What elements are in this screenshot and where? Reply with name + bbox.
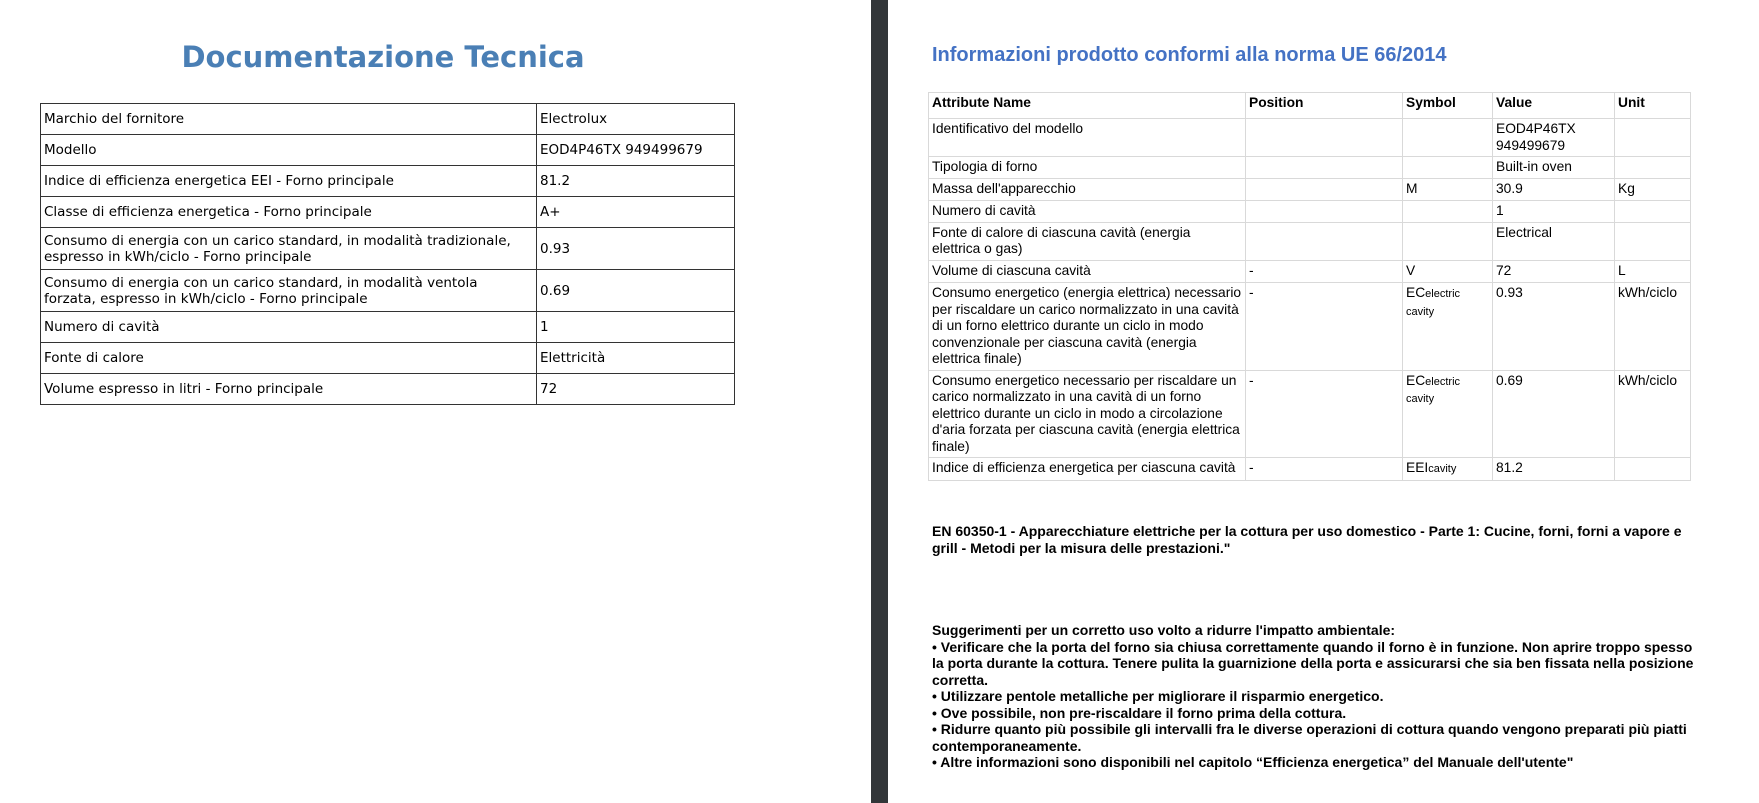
row-value: 0.69 — [537, 270, 735, 312]
attribute-position — [1246, 178, 1403, 201]
row-value: Electrolux — [537, 104, 735, 135]
table-row — [41, 374, 735, 405]
attribute-value: 0.93 — [1493, 283, 1615, 371]
table-row — [41, 166, 735, 197]
row-label: Modello — [41, 135, 537, 166]
attribute-unit — [1615, 157, 1691, 179]
attribute-name: Massa dell'apparecchio — [929, 178, 1246, 201]
row-label: Volume espresso in litri - Forno principale — [41, 374, 537, 405]
standard-note: EN 60350-1 - Apparecchiature elettriche per la cottura per uso domestico - Parte 1: Cucine, forni, forni a vapore e grill - Metodi per la misura delle prestazioni." — [932, 523, 1682, 556]
symbol-main: EEI — [1406, 460, 1429, 475]
row-value: Elettricità — [537, 343, 735, 374]
attribute-position: - — [1246, 458, 1403, 481]
row-label: Marchio del fornitore — [41, 104, 537, 135]
attribute-name: Tipologia di forno — [929, 157, 1246, 179]
attribute-name: Consumo energetico (energia elettrica) necessario per riscaldare un carico normalizzato in una cavità di un forno elettrico durante un ciclo in modo convenzionale per ciascuna cavità (energia elettrica finale) — [929, 283, 1246, 371]
table-row — [41, 104, 735, 135]
product-info-title: Informazioni prodotto conformi alla norma UE 66/2014 — [932, 44, 1447, 66]
table-row — [929, 458, 1691, 481]
attribute-symbol — [1403, 201, 1493, 223]
left-page — [0, 0, 871, 803]
row-label: Consumo di energia con un carico standard, in modalità tradizionale, espresso in kWh/ciclo - Forno principale — [41, 228, 537, 270]
attribute-name: Volume di ciascuna cavità — [929, 260, 1246, 283]
table-row — [929, 178, 1691, 201]
attribute-position — [1246, 119, 1403, 157]
row-label: Indice di efficienza energetica EEI - Forno principale — [41, 166, 537, 197]
row-value: 1 — [537, 312, 735, 343]
attribute-name: Numero di cavità — [929, 201, 1246, 223]
attribute-position — [1246, 201, 1403, 223]
attribute-symbol — [1403, 370, 1493, 458]
attribute-value: 1 — [1493, 201, 1615, 223]
row-label: Classe di efficienza energetica - Forno principale — [41, 197, 537, 228]
attribute-unit: Kg — [1615, 178, 1691, 201]
attribute-unit — [1615, 119, 1691, 157]
header-symbol: Symbol — [1403, 93, 1493, 119]
table-row — [929, 119, 1691, 157]
tip-item: • Verificare che la porta del forno sia chiusa correttamente quando il forno è in funzione. Non aprire troppo spesso la porta durante la cottura. Tenere pulita la guarnizione della porta e assicurarsi che sia ben fissata nella posizione corretta. — [932, 638, 1694, 688]
tip-item: • Ridurre quanto più possibile gli intervalli fra le diverse operazioni di cottura quando vengono preparati più piatti contemporaneamente. — [932, 721, 1687, 754]
symbol-main: V — [1406, 262, 1416, 278]
symbol-main: EC — [1406, 372, 1426, 388]
technical-table — [40, 103, 735, 405]
environmental-tips — [932, 622, 1694, 771]
attribute-symbol — [1403, 119, 1493, 157]
row-label: Consumo di energia con un carico standard, in modalità ventola forzata, espresso in kWh/ciclo - Forno principale — [41, 270, 537, 312]
attribute-name: Identificativo del modello — [929, 119, 1246, 157]
right-page — [888, 0, 1759, 803]
attribute-symbol — [1403, 260, 1493, 283]
table-row — [929, 201, 1691, 223]
attribute-symbol — [1403, 178, 1493, 201]
table-row — [929, 222, 1691, 260]
table-row — [41, 312, 735, 343]
attribute-position: - — [1246, 370, 1403, 458]
attribute-symbol — [1403, 458, 1493, 481]
attribute-value: 72 — [1493, 260, 1615, 283]
attribute-value: 0.69 — [1493, 370, 1615, 458]
attribute-value: Electrical — [1493, 222, 1615, 260]
attribute-symbol — [1403, 157, 1493, 179]
attribute-value: 81.2 — [1493, 458, 1615, 481]
table-header-row — [929, 93, 1691, 119]
attribute-unit: L — [1615, 260, 1691, 283]
header-position: Position — [1246, 93, 1403, 119]
tip-item: • Ove possibile, non pre-riscaldare il forno prima della cottura. — [932, 704, 1347, 721]
symbol-main: EC — [1406, 285, 1426, 300]
attribute-name: Consumo energetico necessario per riscaldare un carico normalizzato in una cavità di un forno elettrico durante un ciclo in modo a circolazione d'aria forzata per ciascuna cavità (energia elettrica finale) — [929, 370, 1246, 458]
symbol-main: M — [1406, 180, 1418, 196]
document-title: Documentazione Tecnica — [181, 40, 585, 74]
row-value: 81.2 — [537, 166, 735, 197]
table-row — [929, 157, 1691, 179]
header-unit: Unit — [1615, 93, 1691, 119]
table-row — [41, 135, 735, 166]
header-attribute-name: Attribute Name — [929, 93, 1246, 119]
attribute-name: Fonte di calore di ciascuna cavità (energia elettrica o gas) — [929, 222, 1246, 260]
attribute-symbol — [1403, 222, 1493, 260]
table-row — [41, 343, 735, 374]
table-row — [41, 270, 735, 312]
table-row — [41, 228, 735, 270]
attribute-name: Indice di efficienza energetica per ciascuna cavità — [929, 458, 1246, 481]
attribute-unit: kWh/ciclo — [1615, 283, 1691, 371]
attribute-symbol — [1403, 283, 1493, 371]
table-row — [929, 260, 1691, 283]
attribute-unit — [1615, 201, 1691, 223]
row-value: 0.93 — [537, 228, 735, 270]
table-row — [41, 197, 735, 228]
tip-item: • Utilizzare pentole metalliche per migliorare il risparmio energetico. — [932, 688, 1384, 704]
attribute-value: 30.9 — [1493, 178, 1615, 201]
symbol-subscript: cavity — [1428, 463, 1457, 475]
attribute-position — [1246, 222, 1403, 260]
row-label: Numero di cavità — [41, 312, 537, 343]
row-value: 72 — [537, 374, 735, 405]
attribute-position — [1246, 157, 1403, 179]
attribute-position: - — [1246, 260, 1403, 283]
attribute-unit: kWh/ciclo — [1615, 370, 1691, 458]
product-info-table — [928, 92, 1691, 481]
row-value: EOD4P46TX 949499679 — [537, 135, 735, 166]
tip-item: • Altre informazioni sono disponibili nel capitolo “Efficienza energetica” del Manuale dell'utente" — [932, 754, 1574, 770]
table-row — [929, 370, 1691, 458]
tips-heading: Suggerimenti per un corretto uso volto a ridurre l'impatto ambientale: — [932, 622, 1396, 638]
row-value: A+ — [537, 197, 735, 228]
row-label: Fonte di calore — [41, 343, 537, 374]
symbol-subscript: electric cavity — [1406, 375, 1461, 405]
symbol-subscript: electric cavity — [1406, 288, 1461, 318]
attribute-unit — [1615, 458, 1691, 481]
table-row — [929, 283, 1691, 371]
page-divider — [871, 0, 888, 803]
attribute-value: Built-in oven — [1493, 157, 1615, 179]
attribute-value: EOD4P46TX 949499679 — [1493, 119, 1615, 157]
header-value: Value — [1493, 93, 1615, 119]
attribute-position: - — [1246, 283, 1403, 371]
attribute-unit — [1615, 222, 1691, 260]
